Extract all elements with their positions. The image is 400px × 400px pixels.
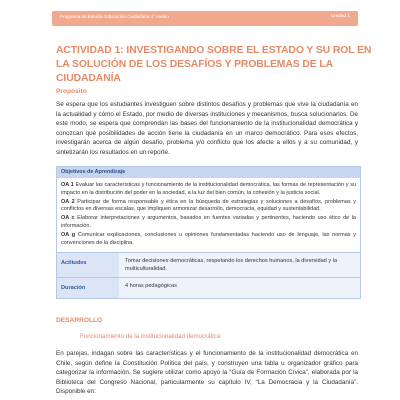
objective-text: Participar de forma responsable y ética en la búsqueda de estrategias y soluciones a desafíos, problemas y conflictos en diversas escalas, que impliquen armonizar desarrollo, democracia, equidad y sustentabilidad. [61, 198, 356, 213]
objective-code: OA c [61, 215, 75, 222]
header-bar [52, 11, 358, 26]
duracion-label: Duración [57, 278, 119, 298]
development-paragraph: En parejas, indagan sobre las características y el funcionamiento de la institucionalidad democrática en Chile, según define la Constitución Política del país, y construyen una tabla u organizador gráfico para categorizar la información. Se sugiere utilizar como apoyo la “Guía de Formación Cívica”, elaborada por la Biblioteca del Congreso Nacional, particularmente su capítulo IV, “La Democracia y la Ciudadanía”. Disponible en: [56, 350, 358, 396]
development-subheading: Funcionamiento de la institucionalidad democrática [80, 333, 221, 340]
purpose-heading: Propósito [56, 88, 87, 95]
objective-item [61, 182, 356, 198]
objectives-header: Objetivos de Aprendizaje [57, 167, 360, 178]
program-label: Programa de Estudio Educación Ciudadana 4° medio [60, 14, 169, 19]
objective-code: OA 1 [61, 182, 74, 188]
objective-item [61, 215, 356, 231]
objectives-table [56, 166, 361, 299]
unit-label: Unidad 1 [330, 14, 350, 19]
actitudes-value: Tomar decisiones democráticas, respetando los derechos humanos, la diversidad y la multiculturalidad. [119, 253, 360, 277]
objective-code: OA g [61, 231, 76, 238]
actitudes-row [57, 252, 360, 277]
duracion-value: 4 horas pedagógicas [119, 278, 360, 298]
objective-item [61, 199, 356, 215]
development-heading: DESARROLLO [56, 317, 103, 324]
actitudes-label: Actitudes [57, 253, 119, 277]
objectives-list [57, 178, 360, 252]
objective-code: OA 2 [61, 198, 75, 205]
duracion-row [57, 277, 360, 298]
objective-text: Evaluar las características y funcionamiento de la institucionalidad democrática, las formas de representación y su impacto en la distribución del poder en la sociedad, a la luz del bien común, la cohesión y la justicia social. [61, 182, 357, 196]
activity-title: ACTIVIDAD 1: INVESTIGANDO SOBRE EL ESTADO Y SU ROL EN LA SOLUCIÓN DE LOS DESAFÍOS Y PROBLEMAS DE LA CIUDADANÍA [56, 45, 372, 84]
purpose-paragraph: Se espera que los estudiantes investiguen sobre distintos desafíos y problemas que vive la ciudadanía en la actualidad y cómo el Estado, por medio de diversas instituciones y mecanismos, busca solucionarlos. De este modo, se espera que comprendan las bases del funcionamiento de la institucionalidad democrática y conozcan qué posibilidades de acción tiene la ciudadanía en un marco democrático. Para esos efectos, investigarán acerca de algún desafío, problema y/o conflicto que los afecte a ellos y a su comunidad, y sintetizarán los resultados en un reporte. [56, 101, 358, 156]
objective-text: Elaborar interpretaciones y argumentos, basados en fuentes variadas y pertinentes, haciendo uso ético de la información. [61, 215, 356, 229]
objective-item [61, 232, 356, 248]
objective-text: Comunicar explicaciones, conclusiones u opiniones fundamentadas haciendo uso de lenguaje, las normas y convenciones de la disciplina. [61, 231, 357, 246]
